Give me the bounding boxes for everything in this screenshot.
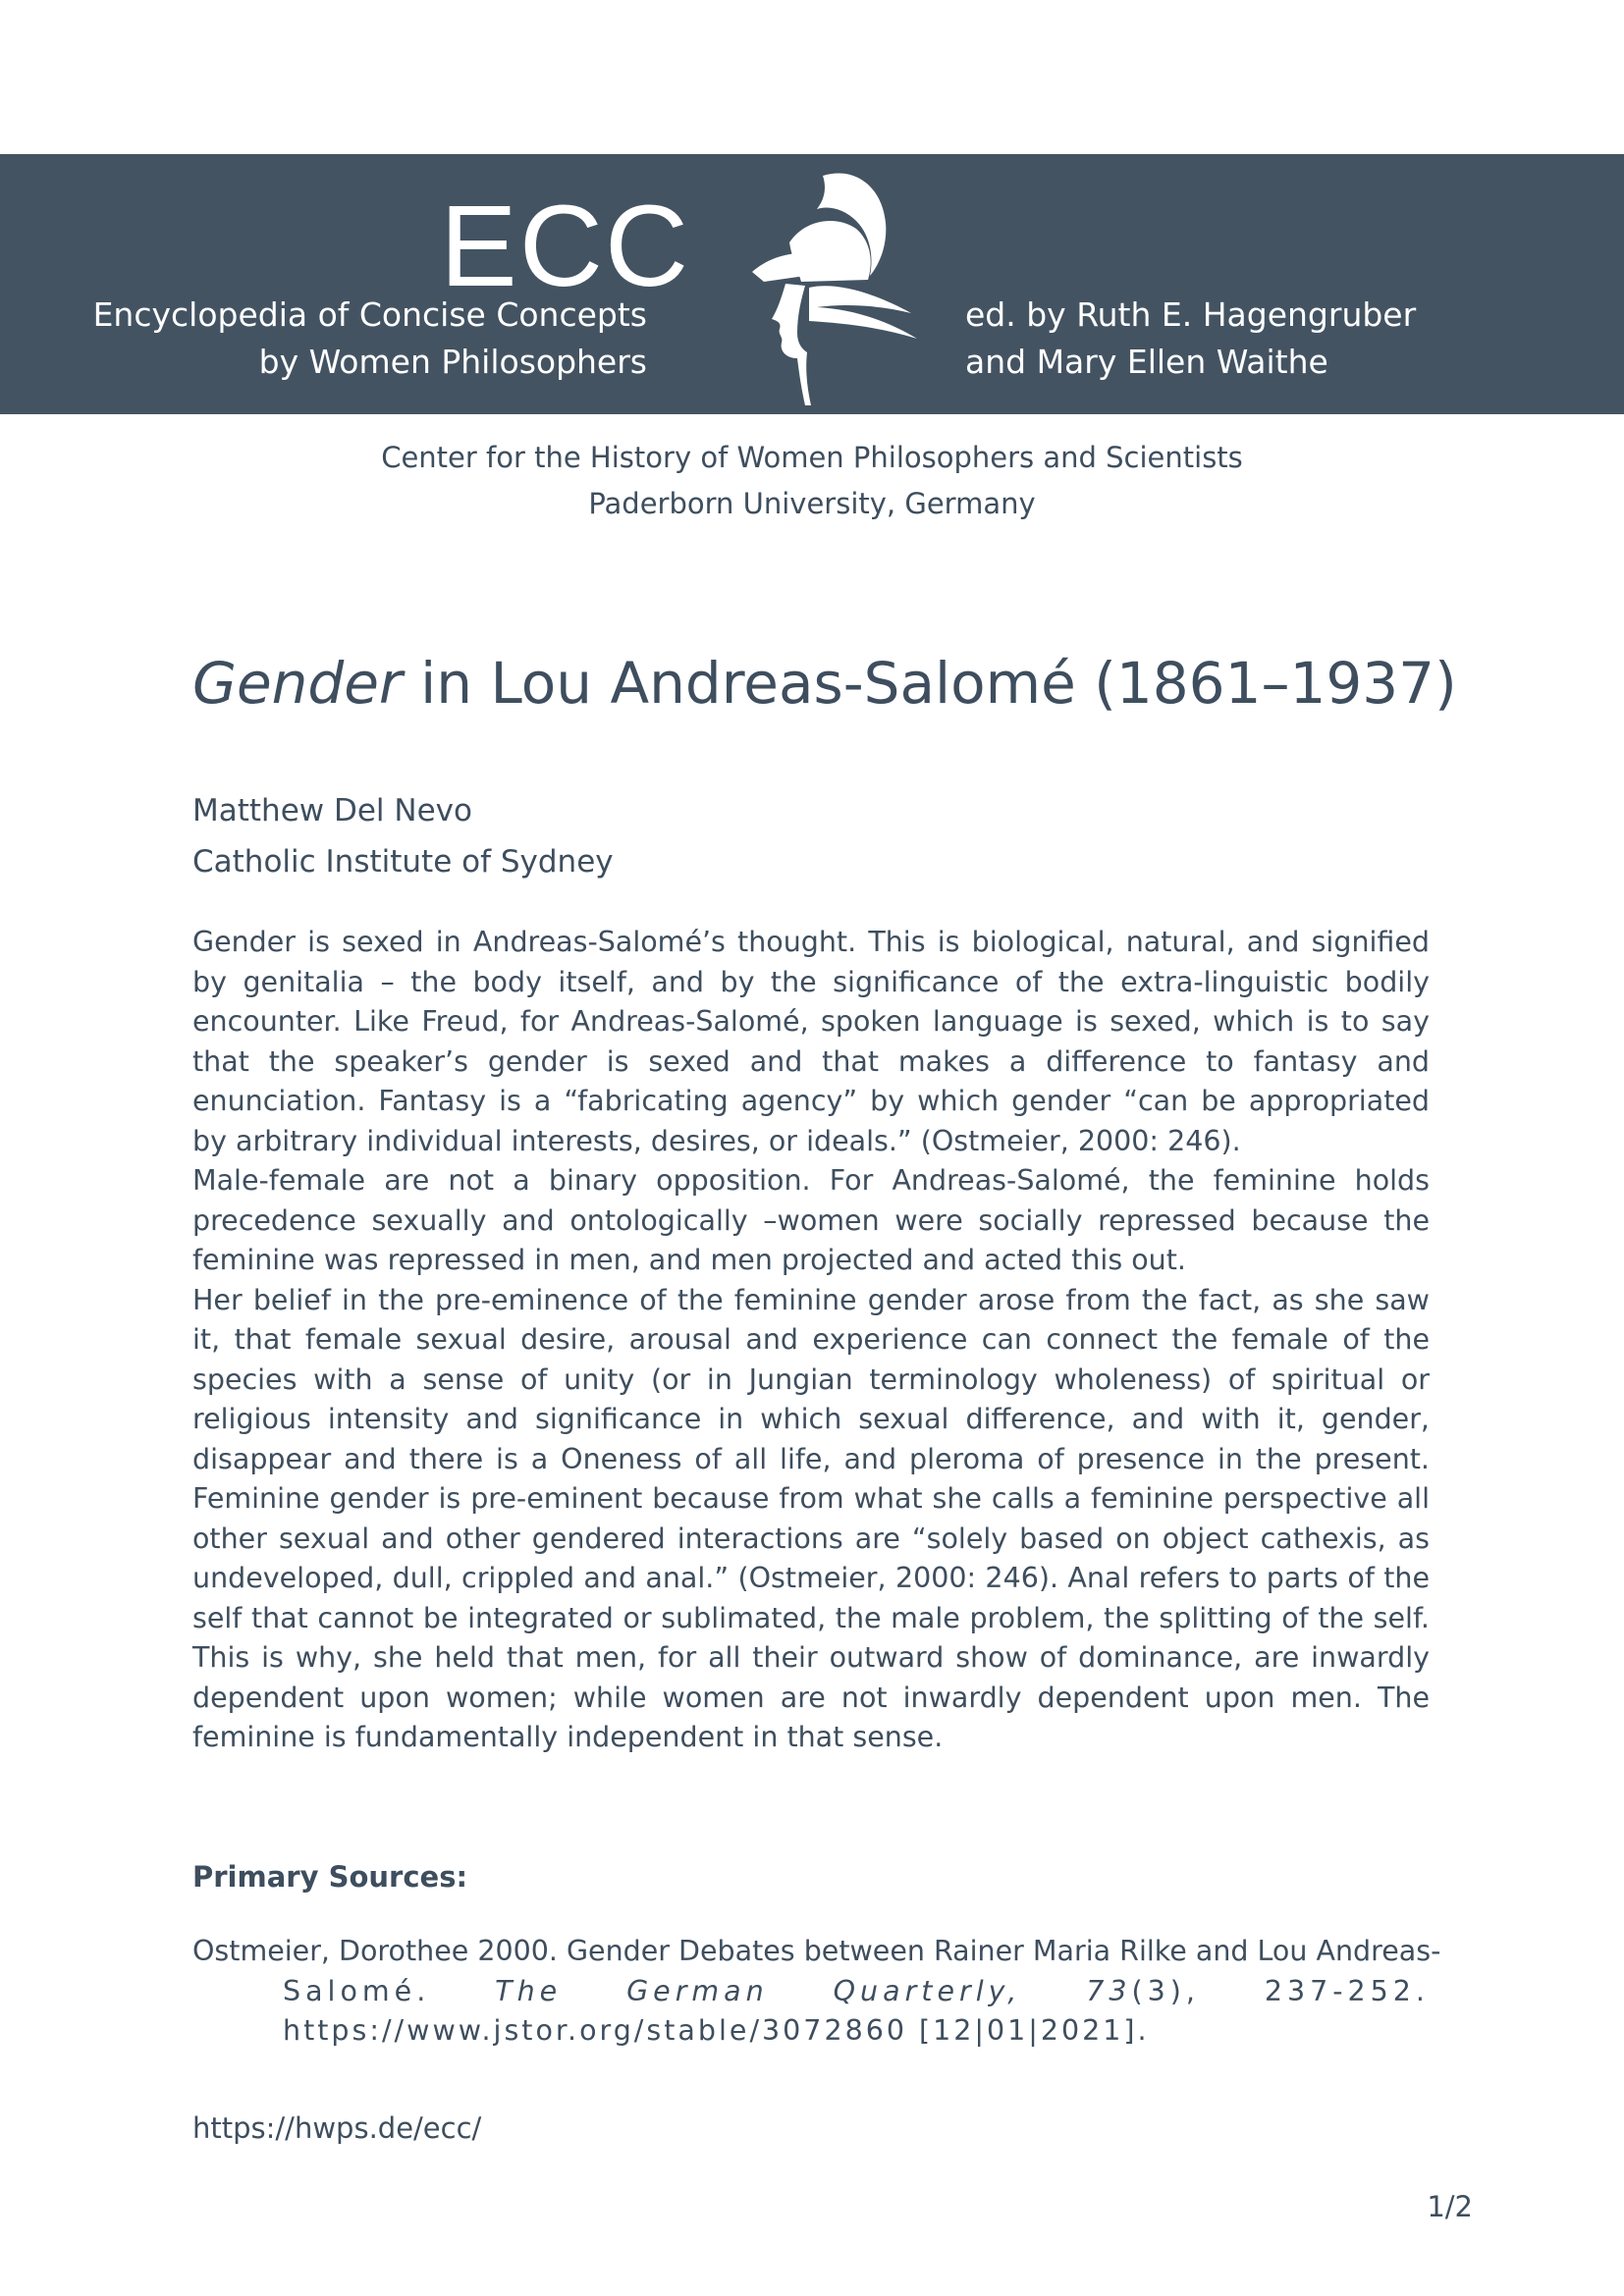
reference-author-tail: Salomé.: [283, 1974, 496, 2007]
article-body: [192, 923, 1430, 1758]
reference-journal: The German Quarterly, 73: [495, 1974, 1132, 2007]
author-block: [192, 785, 614, 887]
paragraph: Male-female are not a binary opposition. For Andreas-Salomé, the feminine holds precedence sexually and ontologically –women were socially repressed because the feminine was repressed in men, and men projected and acted this out.: [192, 1164, 1430, 1276]
institution-name: Center for the History of Women Philosophers and Scientists: [381, 441, 1243, 474]
reference-link[interactable]: https://www.jstor.org/stable/3072860 [12|01|2021].: [283, 2014, 1150, 2047]
reference-line2: [192, 1972, 1430, 2012]
reference-pages: (3), 237-252.: [1131, 1974, 1430, 2007]
editors-line2: and Mary Ellen Waithe: [965, 343, 1328, 381]
encyclopedia-title: [93, 292, 647, 386]
reference-line1: Ostmeier, Dorothee 2000. Gender Debates between Rainer Maria Rilke and Lou Andreas-: [192, 1935, 1441, 1967]
ecc-logo: ECC: [440, 182, 691, 311]
article-title-rest: in Lou Andreas-Salomé (1861–1937): [402, 650, 1457, 717]
footer-url-link[interactable]: https://hwps.de/ecc/: [192, 2111, 482, 2145]
header-banner: [0, 154, 1624, 414]
paragraph: Her belief in the pre-eminence of the feminine gender arose from the fact, as she saw it, that female sexual desire, arousal and experience can connect the female of the species with a sense of unity (or in Jungian terminology wholeness) of spiritual or religious intensity and significance in which sexual difference, and with it, gender, disappear and there is a Oneness of all life, and pleroma of presence in the present. Feminine gender is pre-eminent because from what she calls a feminine perspective all other sexual and other gendered interactions are “solely based on object cathexis, as undeveloped, dull, crippled and anal.” (Ostmeier, 2000: 246). Anal refers to parts of the self that cannot be integrated or sublimated, the male problem, the splitting of the self. This is why, she held that men, for all their outward show of dominance, are inwardly dependent upon women; while women are not inwardly dependent upon men. The feminine is fundamentally independent in that sense.: [192, 1283, 1430, 1753]
author-affiliation: Catholic Institute of Sydney: [192, 844, 614, 880]
institution-info: [0, 435, 1624, 527]
editors-line1: ed. by Ruth E. Hagengruber: [965, 295, 1417, 334]
author-name: Matthew Del Nevo: [192, 793, 472, 828]
encyclopedia-title-line2: by Women Philosophers: [258, 343, 647, 381]
primary-sources-heading: Primary Sources:: [192, 1860, 468, 1894]
editors: [965, 292, 1416, 386]
athena-helmet-icon: [707, 166, 923, 411]
page-number: 1/2: [1427, 2190, 1473, 2223]
institution-location: Paderborn University, Germany: [588, 487, 1036, 520]
reference-entry: [192, 1932, 1441, 2052]
paragraph: Gender is sexed in Andreas-Salomé’s thought. This is biological, natural, and signified by genitalia – the body itself, and by the significance of the extra-linguistic bodily encounter. Like Freud, for Andreas-Salomé, spoken language is sexed, which is to say that the speaker’s gender is sexed and that makes a difference to fantasy and enunciation. Fantasy is a “fabricating agency” by which gender “can be appropriated by arbitrary individual interests, desires, or ideals.” (Ostmeier, 2000: 246).: [192, 926, 1430, 1157]
article-title-italic: Gender: [192, 650, 403, 717]
encyclopedia-title-line1: Encyclopedia of Concise Concepts: [92, 295, 647, 334]
article-title: [192, 648, 1457, 719]
